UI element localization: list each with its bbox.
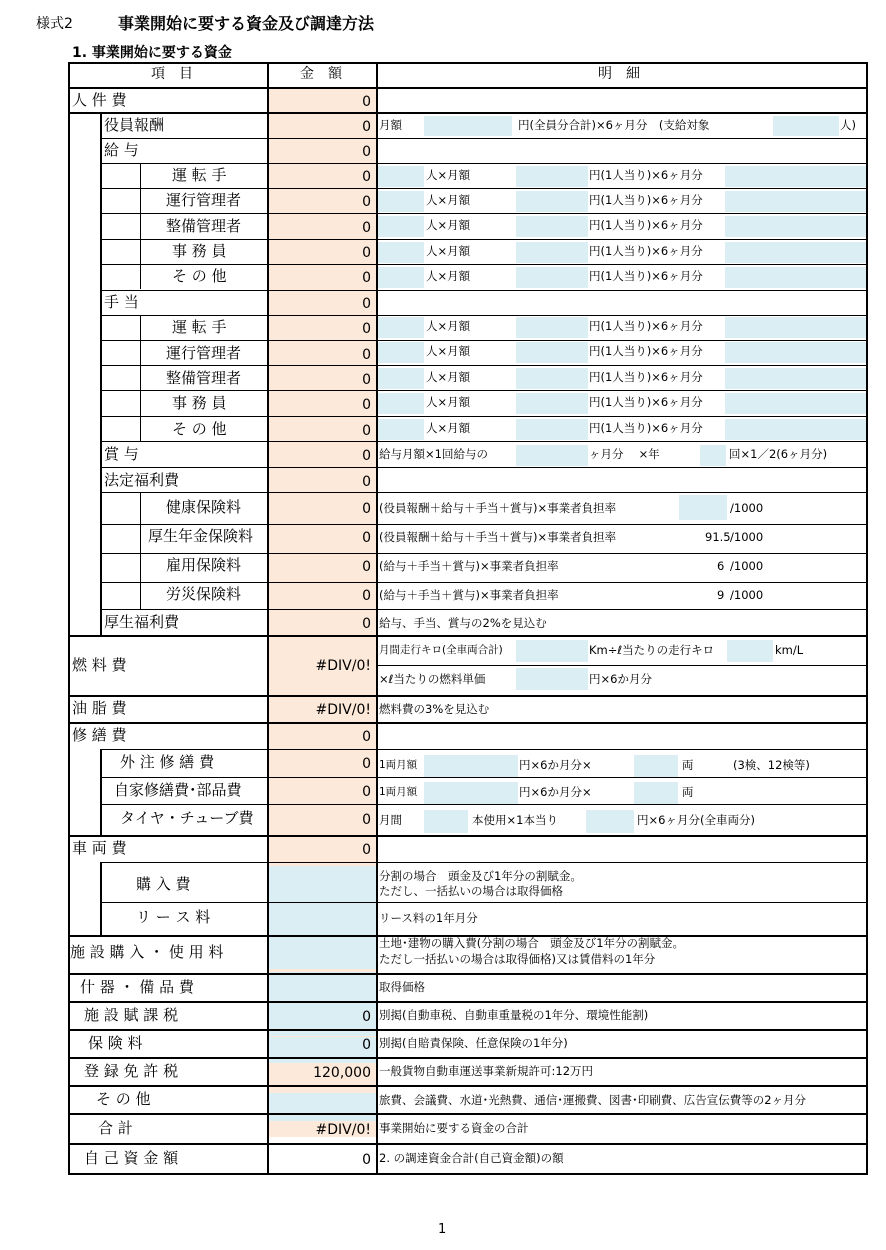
detail-purchase-2: ただし、一括払いの場合は取得価格 [379, 884, 563, 898]
amount-total: #DIV/0! [315, 1122, 371, 1138]
row-line [100, 365, 868, 366]
row-line [376, 665, 868, 666]
detail-per-person: 人×月額 [426, 421, 471, 435]
detail-per-person: 人×月額 [426, 370, 471, 384]
row-line [68, 1143, 868, 1145]
detail-bonus-a: 給与月額×1回給与の [379, 447, 488, 461]
amount-value: 0 [362, 784, 371, 800]
amount-value: 0 [362, 729, 371, 745]
amount-value: 0 [362, 119, 371, 135]
row-line [68, 635, 868, 637]
amount-value: 0 [362, 220, 371, 236]
detail-per-thousand: /1000 [730, 559, 764, 573]
detail-oil: 燃料費の3%を見込む [379, 702, 490, 716]
row-line [100, 777, 868, 778]
detail-per-person: 人×月額 [426, 244, 471, 258]
header-amount: 金 額 [300, 66, 342, 82]
amount-registration-tax: 120,000 [313, 1065, 371, 1081]
amount-value: 0 [362, 397, 371, 413]
row-line [100, 315, 868, 316]
row-line [68, 1085, 868, 1087]
row-line [68, 835, 868, 837]
amount-value: 0 [362, 530, 371, 546]
label-vehicle: 車 両 費 [72, 839, 127, 857]
row-line [100, 553, 868, 554]
amount-value: 0 [362, 1009, 371, 1025]
amount-value: 0 [362, 474, 371, 490]
label-personnel: 人 件 費 [72, 91, 127, 109]
form-id: 様式2 [36, 16, 73, 32]
amount-value: 0 [362, 270, 371, 286]
row-line [68, 695, 868, 697]
label-registration-tax: 登 録 免 許 税 [84, 1062, 179, 1080]
detail-employment-rate: 6 [717, 559, 725, 573]
row-line [100, 239, 868, 240]
label-allowance: 手 当 [104, 293, 139, 311]
detail-times-6m: 円×6か月分× [519, 758, 592, 772]
detail-facility-1: 土地･建物の購入費(分割の場合 頭金及び1年分の割賦金。 [379, 936, 685, 950]
detail-per-person: 人×月額 [426, 218, 471, 232]
detail-officer-monthly: 月額 [379, 118, 402, 132]
row-line [100, 749, 868, 750]
row-line [68, 1029, 868, 1031]
detail-per-person: 人×月額 [426, 395, 471, 409]
label-welfare: 厚生福利費 [104, 613, 180, 631]
label-allowance-maint_manager: 整備管理者 [166, 369, 242, 387]
row-line [100, 112, 268, 113]
row-line [100, 213, 868, 214]
label-employment-ins: 雇用保険料 [166, 556, 242, 574]
detail-per-vehicle-2: 1両月額 [379, 786, 418, 798]
row-line [100, 492, 868, 493]
amount-value: 0 [362, 1037, 371, 1053]
detail-vehicles-2: 両 [682, 785, 694, 799]
label-salary-other_staff: そ の 他 [172, 267, 227, 285]
detail-per-person-6m: 円(1人当り)×6ヶ月分 [589, 168, 703, 182]
detail-lease: リース料の1年月分 [379, 911, 478, 925]
amount-value: 0 [362, 144, 371, 160]
detail-per-person-6m: 円(1人当り)×6ヶ月分 [589, 269, 703, 283]
detail-welfare: 給与、手当、賞与の2%を見込む [379, 616, 547, 630]
row-line [100, 340, 868, 341]
detail-per-person: 人×月額 [426, 319, 471, 333]
label-accident-ins: 労災保険料 [166, 585, 242, 603]
detail-bonus-b: ヶ月分 ×年 [589, 447, 660, 461]
label-purchase: 購 入 費 [136, 875, 191, 893]
row-line [100, 441, 868, 442]
amount-value: 0 [362, 94, 371, 110]
label-oil: 油 脂 費 [72, 699, 127, 717]
label-health-ins: 健康保険料 [166, 498, 242, 516]
label-allowance-driver: 運 転 手 [172, 318, 227, 336]
section-heading: 1. 事業開始に要する資金 [72, 45, 232, 61]
detail-purchase-1: 分割の場合 頭金及び1年分の割賦金。 [379, 869, 582, 883]
detail-fuel-c: km/L [775, 643, 804, 657]
header-detail: 明 細 [598, 66, 640, 82]
row-line [100, 582, 868, 583]
detail-equipment: 取得価格 [379, 980, 425, 994]
detail-rate-employment: (給与＋手当＋賞与)×事業者負担率 [379, 559, 559, 573]
detail-officer-mid: 円(全員分合計)×6ヶ月分 (支給対象 [518, 118, 710, 132]
detail-per-person-6m: 円(1人当り)×6ヶ月分 [589, 244, 703, 258]
amount-value: 0 [362, 559, 371, 575]
label-repair: 修 繕 費 [72, 726, 127, 744]
label-salary-maint_manager: 整備管理者 [166, 217, 242, 235]
label-own-funds: 自 己 資 金 額 [84, 1149, 179, 1167]
detail-per-person-6m: 円(1人当り)×6ヶ月分 [589, 193, 703, 207]
row-line [68, 1057, 868, 1059]
detail-tire-a: 本使用×1本当り [472, 813, 558, 827]
col-line [376, 62, 378, 1175]
label-pension-ins: 厚生年金保険料 [148, 527, 254, 545]
label-salary-ops_manager: 運行管理者 [166, 191, 242, 209]
label-officer-pay: 役員報酬 [104, 116, 165, 134]
amount-value: 0 [362, 588, 371, 604]
label-fuel: 燃 料 費 [72, 656, 127, 674]
row-line [100, 467, 868, 468]
row-line [68, 973, 868, 975]
detail-per-person-6m: 円(1人当り)×6ヶ月分 [589, 421, 703, 435]
detail-per-person-6m: 円(1人当り)×6ヶ月分 [589, 344, 703, 358]
label-allowance-ops_manager: 運行管理者 [166, 344, 242, 362]
detail-total: 事業開始に要する資金の合計 [379, 1121, 529, 1135]
label-other: そ の 他 [96, 1090, 151, 1108]
amount-oil: #DIV/0! [315, 702, 371, 718]
amount-value: 0 [362, 169, 371, 185]
row-line [100, 390, 868, 391]
label-salary-driver: 運 転 手 [172, 166, 227, 184]
detail-facility-2: ただし一括払いの場合は取得価格)又は賃借料の1年分 [379, 952, 656, 966]
row-line [68, 1001, 868, 1003]
amount-value: 0 [362, 812, 371, 828]
amount-value: 0 [362, 1152, 371, 1168]
col-line [100, 862, 102, 935]
detail-inspections: (3検、12検等) [733, 758, 810, 772]
detail-per-person: 人×月額 [426, 193, 471, 207]
amount-value: 0 [362, 501, 371, 517]
detail-monthly: 月間 [379, 813, 402, 827]
row-line [100, 804, 868, 805]
label-own-repair: 自家修繕費･部品費 [114, 781, 242, 799]
detail-tire-b: 円×6ヶ月分(全車両分) [637, 813, 755, 827]
col-line [140, 492, 141, 609]
funding-table [68, 62, 868, 1175]
detail-rate-pension: (役員報酬＋給与＋手当＋賞与)×事業者負担率 [379, 530, 617, 544]
detail-per-thousand: /1000 [730, 530, 764, 544]
amount-value: 0 [362, 372, 371, 388]
amount-value: 0 [362, 245, 371, 261]
col-line [140, 315, 141, 441]
row-line [100, 609, 868, 610]
row-line [100, 264, 868, 265]
detail-officer-end: 人) [840, 118, 856, 132]
amount-value: 0 [362, 842, 371, 858]
row-line [68, 1113, 868, 1115]
detail-other: 旅費、会議費、水道･光熱費、通信･運搬費、図書･印刷費、広告宣伝費等の2ヶ月分 [379, 1093, 807, 1107]
detail-per-thousand: /1000 [730, 588, 764, 602]
amount-value: 0 [362, 423, 371, 439]
amount-value: 0 [362, 616, 371, 632]
amount-value: 0 [362, 321, 371, 337]
page-number: 1 [438, 1222, 447, 1237]
label-legal-welfare: 法定福利費 [104, 471, 180, 489]
detail-bonus-c: 回×1／2(6ヶ月分) [729, 447, 828, 461]
label-allowance-other_staff: そ の 他 [172, 420, 227, 438]
label-lease: リ ー ス 料 [136, 908, 211, 926]
detail-per-person: 人×月額 [426, 344, 471, 358]
amount-value: 0 [362, 194, 371, 210]
detail-vehicles: 両 [682, 758, 694, 772]
detail-per-person: 人×月額 [426, 168, 471, 182]
row-line [100, 862, 868, 863]
page-title: 事業開始に要する資金及び調達方法 [118, 14, 375, 33]
detail-per-vehicle: 1両月額 [379, 759, 418, 771]
amount-value: 0 [362, 756, 371, 772]
col-line [100, 749, 102, 835]
detail-pension-rate: 91.5 [705, 530, 731, 544]
label-facility-tax: 施 設 賦 課 税 [84, 1006, 179, 1024]
detail-per-person-6m: 円(1人当り)×6ヶ月分 [589, 370, 703, 384]
label-salary-clerk: 事 務 員 [172, 242, 227, 260]
label-salary: 給 与 [104, 141, 139, 159]
detail-rate-accident: (給与＋手当＋賞与)×事業者負担率 [379, 588, 559, 602]
row-line [100, 524, 868, 525]
label-allowance-clerk: 事 務 員 [172, 394, 227, 412]
row-line [68, 87, 868, 89]
label-outsourced-repair: 外 注 修 繕 費 [120, 753, 215, 771]
detail-fuel-b: Km÷ℓ当たりの走行キロ [589, 643, 715, 657]
amount-value: 0 [362, 347, 371, 363]
label-bonus: 賞 与 [104, 445, 139, 463]
detail-insurance: 別掲(自賠責保険、任意保険の1年分) [379, 1036, 568, 1050]
detail-rate-health: (役員報酬＋給与＋手当＋賞与)×事業者負担率 [379, 501, 617, 515]
detail-facility-tax: 別掲(自動車税、自動車重量税の1年分、環境性能割) [379, 1008, 649, 1022]
row-line [100, 163, 868, 164]
detail-registration-tax: 一般貨物自動車運送事業新規許可:12万円 [379, 1064, 594, 1078]
detail-per-person-6m: 円(1人当り)×6ヶ月分 [589, 319, 703, 333]
detail-fuel-d: ×ℓ当たりの燃料単価 [379, 672, 486, 686]
label-total: 合 計 [98, 1119, 133, 1137]
row-line [68, 722, 868, 724]
row-line [100, 290, 868, 291]
detail-per-person-6m: 円(1人当り)×6ヶ月分 [589, 218, 703, 232]
row-line [100, 902, 868, 903]
detail-own-funds: 2. の調達資金合計(自己資金額)の額 [379, 1151, 564, 1165]
row-line [100, 416, 868, 417]
label-equipment: 什 器 ・ 備 品 費 [80, 978, 194, 996]
amount-fuel: #DIV/0! [315, 658, 371, 674]
label-tire: タイヤ・チューブ費 [120, 809, 254, 827]
detail-per-thousand: /1000 [730, 501, 764, 515]
detail-times-6m-2: 円×6か月分× [519, 785, 592, 799]
header-item: 項 目 [151, 66, 193, 82]
label-facility: 施 設 購 入 ・ 使 用 料 [70, 943, 224, 961]
col-line [100, 112, 102, 635]
row-line [100, 188, 868, 189]
detail-per-person-6m: 円(1人当り)×6ヶ月分 [589, 395, 703, 409]
label-insurance: 保 険 料 [88, 1034, 143, 1052]
detail-fuel-e: 円×6か月分 [589, 672, 652, 686]
detail-fuel-a: 月間走行キロ(全車両合計) [379, 644, 503, 656]
detail-per-person: 人×月額 [426, 269, 471, 283]
col-line [140, 163, 141, 289]
detail-accident-rate: 9 [717, 588, 725, 602]
amount-value: 0 [362, 448, 371, 464]
row-line [100, 138, 868, 139]
col-line [267, 62, 269, 1175]
amount-value: 0 [362, 296, 371, 312]
